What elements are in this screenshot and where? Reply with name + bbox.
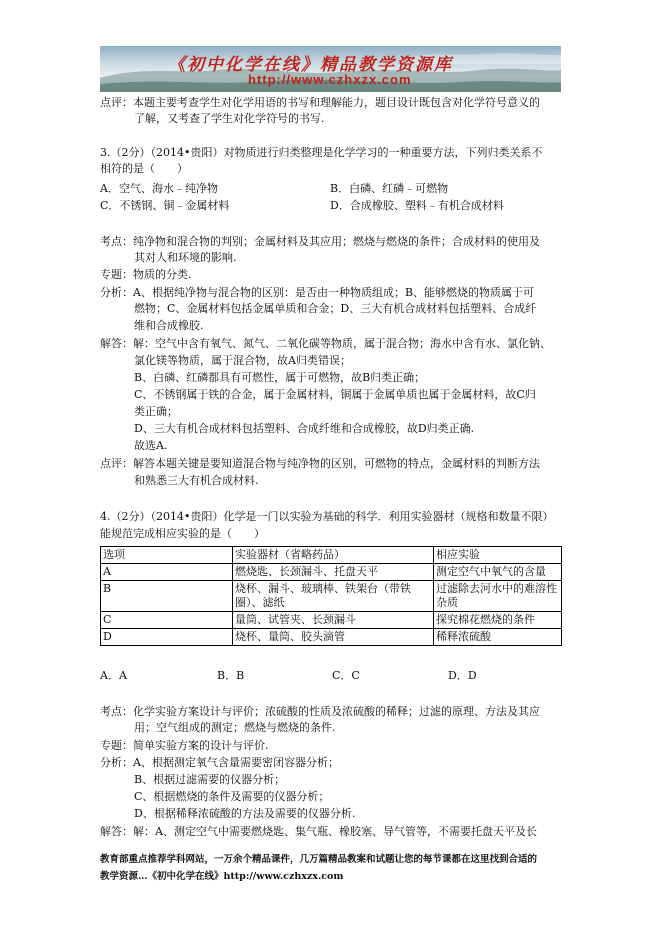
- q4-options-table: [100, 546, 562, 646]
- q3-fenxi: 燃物；C、金属材料包括金属单质和合金；D、三大有机合成材料包括塑料、合成纤: [134, 302, 537, 315]
- q4-fenxi: D、根据稀释浓硫酸的方法及需要的仪器分析.: [134, 807, 356, 820]
- table-header-cell: 相应实验: [434, 547, 562, 564]
- site-banner: [100, 46, 561, 92]
- table-header-cell: 实验器材（省略药品）: [233, 547, 434, 564]
- q3-stem: 3.（2分）（2014•贵阳）对物质进行归类整理是化学学习的一种重要方法，下列归类关系不: [100, 146, 543, 159]
- q4-stem: 4.（2分）（2014•贵阳）化学是一门以实验为基础的科学．利用实验器材（规格和数量不限）: [100, 510, 554, 523]
- table-cell: 探究棉花燃烧的条件: [434, 612, 562, 629]
- table-cell: 测定空气中氧气的含量: [434, 564, 562, 581]
- table-cell: 稀释浓硫酸: [434, 629, 562, 646]
- q4-option-b: B．B: [217, 669, 245, 682]
- q4-kaodian: 用；空气组成的测定；燃烧与燃烧的条件.: [134, 721, 336, 734]
- footer-promo-line: 教学资源…《初中化学在线》http://www.czhxzx.com: [100, 871, 344, 882]
- q3-jieda: 解答：解：空气中含有氧气、氮气、二氧化碳等物质，属于混合物；海水中含有水、氯化钠、: [100, 337, 551, 350]
- q4-fenxi: B、根据过滤需要的仪器分析；: [134, 773, 286, 786]
- table-cell: 烧杯、漏斗、玻璃棒、铁架台（带铁圈）、滤纸: [233, 581, 434, 612]
- footer-promo-line: 教育部重点推荐学科网站，一万余个精品课件，几万篇精品教案和试题让您的每节课都在这里找到合适的: [100, 854, 538, 865]
- table-header-cell: 选项: [101, 547, 233, 564]
- q3-option-d: D．合成橡胶、塑料﹣有机合成材料: [330, 199, 504, 212]
- banner-title: 《初中化学在线》精品教学资源库: [168, 55, 453, 75]
- q3-fenxi: 分析：A、根据纯净物与混合物的区别：是否由一种物质组成；B、能够燃烧的物质属于可: [100, 286, 535, 299]
- q3-option-a: A．空气、海水﹣纯净物: [100, 182, 218, 195]
- q4-stem: 能规范完成相应实验的是（ ）: [100, 527, 265, 540]
- q4-option-a: A．A: [100, 669, 127, 682]
- q3-fenxi: 维和合成橡胶.: [134, 319, 204, 332]
- prev-comment-line: 点评：本题主要考查学生对化学用语的书写和理解能力，题目设计既包含对化学符号意义的: [100, 96, 540, 109]
- q3-jieda: B、白磷、红磷都具有可燃性，属于可燃物，故B归类正确；: [134, 371, 426, 384]
- table-cell: A: [101, 564, 233, 581]
- q4-option-d: D．D: [448, 669, 477, 682]
- table-cell: 燃烧匙、长颈漏斗、托盘天平: [233, 564, 434, 581]
- table-cell: 烧杯、量筒、胶头滴管: [233, 629, 434, 646]
- q3-jieda: D、三大有机合成材料包括塑料、合成纤维和合成橡胶，故D归类正确.: [134, 422, 475, 435]
- q3-stem: 相符的是（ ）: [100, 162, 188, 175]
- q3-dianping: 点评：解答本题关键是要知道混合物与纯净物的区别，可燃物的特点，金属材料的判断方法: [100, 457, 540, 470]
- table-cell: 量筒、试管夹、长颈漏斗: [233, 612, 434, 629]
- table-header-row: [101, 547, 562, 564]
- q3-kaodian: 考点：纯净物和混合物的判别；金属材料及其应用；燃烧与燃烧的条件；合成材料的使用及: [100, 235, 540, 248]
- banner-url-link[interactable]: http://www.czhxzx.com: [248, 72, 412, 87]
- q4-fenxi: C、根据燃烧的条件及需要的仪器分析；: [134, 790, 330, 803]
- table-row: [101, 581, 562, 612]
- q4-fenxi: 分析：A、根据测定氧气含量需要密闭容器分析；: [100, 756, 339, 769]
- table-cell: B: [101, 581, 233, 612]
- q3-zhuanti: 专题：物质的分类.: [100, 268, 192, 281]
- q4-kaodian: 考点：化学实验方案设计与评价；浓硫酸的性质及浓硫酸的稀释；过滤的原理、方法及其应: [100, 705, 540, 718]
- q4-option-c: C．C: [332, 669, 360, 682]
- q3-option-b: B．白磷、红磷﹣可燃物: [330, 182, 449, 195]
- q4-zhuanti: 专题：简单实验方案的设计与评价.: [100, 739, 269, 752]
- q3-dianping: 和熟悉三大有机合成材料.: [134, 474, 259, 487]
- prev-comment-line: 了解，又考查了学生对化学符号的书写.: [134, 112, 325, 125]
- q3-kaodian: 其对人和环境的影响.: [134, 251, 237, 264]
- table-cell: 过滤除去河水中的难溶性杂质: [434, 581, 562, 612]
- q3-option-c: C．不锈钢、铜﹣金属材料: [100, 199, 230, 212]
- q3-jieda: 类正确；: [134, 405, 178, 418]
- q4-jieda: 解答：解：A、测定空气中需要燃烧匙、集气瓶、橡胶塞、导气管等，不需要托盘天平及长: [100, 825, 537, 838]
- q3-jieda: C、不锈钢属于铁的合金，属于金属材料，铜属于金属单质也属于金属材料，故C归: [134, 388, 536, 401]
- q3-jieda: 故选A.: [134, 439, 168, 452]
- table-cell: C: [101, 612, 233, 629]
- table-row: [101, 612, 562, 629]
- table-row: [101, 629, 562, 646]
- table-cell: D: [101, 629, 233, 646]
- q3-jieda: 氯化镁等物质，属于混合物，故A归类错误；: [134, 354, 351, 367]
- table-row: [101, 564, 562, 581]
